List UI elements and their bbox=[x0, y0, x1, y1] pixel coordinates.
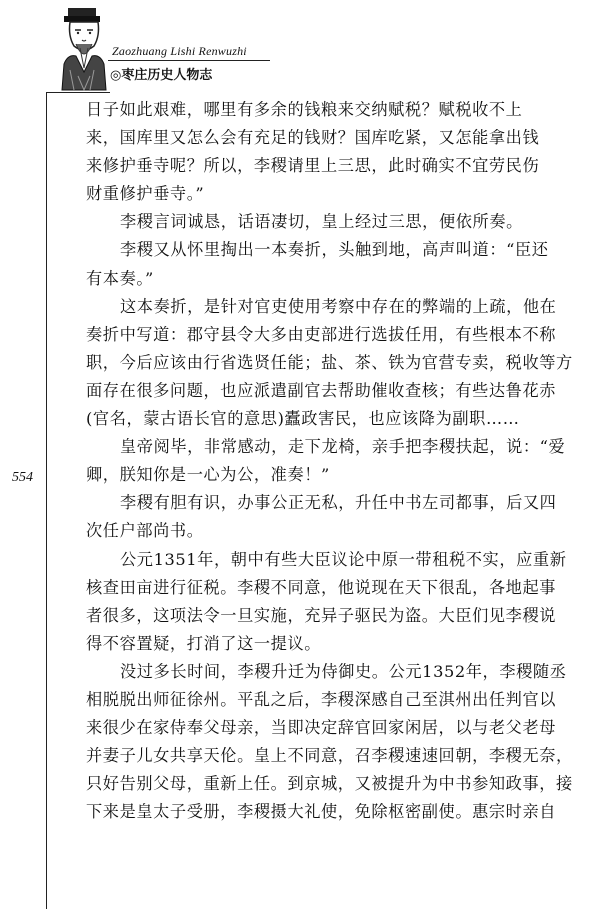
text-line: 李稷又从怀里掏出一本奏折，头触到地，高声叫道：“臣还 bbox=[120, 240, 549, 260]
book-title-chinese: ◎枣庄历史人物志 bbox=[110, 68, 213, 83]
text-line: 公元1351年，朝中有些大臣议论中原一带租税不实，应重新 bbox=[120, 549, 567, 569]
book-title-english: Zaozhuang Lishi Renwuzhi bbox=[112, 44, 247, 58]
text-line: 来很少在家侍奉父母亲，当即决定辞官回家闲居，以与老父老母 bbox=[86, 718, 557, 738]
header-rule bbox=[108, 60, 270, 61]
text-line: 者很多，这项法令一旦实施，充异子驱民为盗。大臣们见李稷说 bbox=[86, 605, 557, 625]
portrait-illustration bbox=[60, 6, 108, 92]
text-line: 没过多长时间，李稷升迁为侍御史。公元1352年，李稷随丞 bbox=[120, 661, 567, 681]
text-line: 得不容置疑，打消了这一提议。 bbox=[86, 633, 322, 653]
text-line: 财重修护垂寺。” bbox=[86, 184, 205, 204]
text-line: 李稷言词诚恳，话语凄切，皇上经过三思，便依所奏。 bbox=[120, 212, 523, 232]
text-line: 职，今后应该由行省选贤任能；盐、茶、铁为官营专卖，税收等方 bbox=[86, 352, 573, 372]
text-line: 核查田亩进行征税。李稷不同意，他说现在天下很乱，各地起事 bbox=[86, 577, 557, 597]
text-line: 次任户部尚书。 bbox=[86, 521, 204, 541]
text-line: 并妻子儿女共享天伦。皇上不同意，召李稷速速回朝，李稷无奈， bbox=[86, 746, 573, 766]
text-line: 奏折中写道：郡守县令大多由吏部进行选拔任用，有些根本不称 bbox=[86, 324, 557, 344]
text-line: 皇帝阅毕，非常感动，走下龙椅，亲手把李稷扶起，说：“爱 bbox=[120, 437, 566, 457]
text-line: (官名，蒙古语长官的意思)蠹政害民，也应该降为副职…… bbox=[86, 409, 520, 429]
margin-vertical-rule bbox=[46, 92, 47, 909]
text-line: 下来是皇太子受册，李稷摄大礼使，免除枢密副使。惠宗时亲自 bbox=[86, 802, 557, 822]
text-line: 面存在很多问题，也应派遣副官去帮助催收查核；有些达鲁花赤 bbox=[86, 380, 557, 400]
body-text bbox=[86, 96, 573, 826]
text-line: 日子如此艰难，哪里有多余的钱粮来交纳赋税？赋税收不上 bbox=[86, 100, 523, 119]
text-line: 李稷有胆有识，办事公正无私，升任中书左司都事，后又四 bbox=[120, 493, 557, 513]
text-line: 卿，朕知你是一心为公，准奏！” bbox=[86, 465, 330, 485]
text-line: 来修护垂寺呢？所以，李稷请里上三思，此时确实不宜劳民伤 bbox=[86, 156, 540, 176]
text-line: 相脱脱出师征徐州。平乱之后，李稷深感自己至淇州出任判官以 bbox=[86, 689, 557, 709]
text-line: 来，国库里又怎么会有充足的钱财？国库吃紧，又怎能拿出钱 bbox=[86, 128, 540, 148]
text-line: 只好告别父母，重新上任。到京城，又被提升为中书参知政事，接 bbox=[86, 774, 573, 794]
page-number: 554 bbox=[12, 470, 33, 485]
margin-top-rule bbox=[46, 92, 110, 93]
text-line: 有本奏。” bbox=[86, 268, 154, 288]
text-line: 这本奏折，是针对官吏使用考察中存在的弊端的上疏，他在 bbox=[120, 296, 557, 316]
